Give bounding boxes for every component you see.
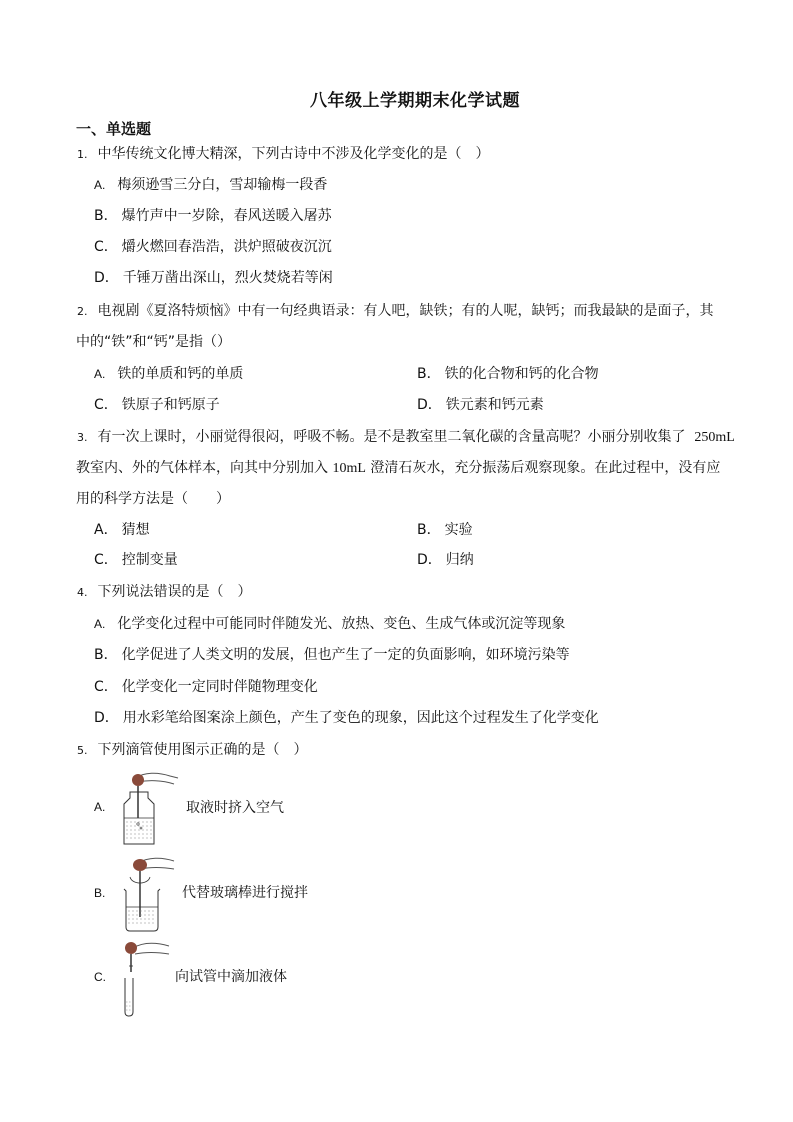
q2-option-d[interactable] [417, 395, 544, 415]
question-number: 1. [77, 148, 88, 161]
page-title: 八年级上学期期末化学试题 [310, 91, 520, 111]
question-3-line-3: 用的科学方法是（ ） [76, 491, 230, 507]
option-label: B． [417, 522, 441, 538]
dropper-test-tube-icon [115, 938, 171, 1018]
q3-option-b[interactable] [417, 520, 473, 540]
volume-value: 10mL [332, 461, 366, 476]
question-stem: 中华传统文化博大精深，下列古诗中不涉及化学变化的是（ ） [97, 146, 490, 162]
option-label: D． [417, 552, 442, 568]
option-text: 实验 [444, 522, 473, 538]
option-text: 猜想 [121, 522, 150, 538]
q5-option-a-text: 取液时挤入空气 [186, 800, 284, 816]
option-text: 控制变量 [121, 552, 178, 568]
q1-option-c[interactable] [94, 237, 332, 257]
q2-option-b[interactable] [417, 364, 599, 384]
question-2 [77, 301, 714, 322]
q5-option-c-label[interactable]: C. [94, 970, 106, 984]
q3-option-c[interactable] [94, 550, 178, 570]
option-label: A． [94, 522, 118, 538]
q5-option-c-text: 向试管中滴加液体 [175, 969, 287, 985]
option-label: B． [94, 208, 118, 224]
dropper-squeeze-air-icon [118, 768, 180, 846]
volume-value: 250mL [694, 430, 735, 445]
dropper-stir-beaker-icon [118, 855, 178, 933]
option-label: D． [94, 710, 119, 726]
option-label: B． [417, 366, 441, 382]
option-label: D． [94, 270, 119, 286]
option-label: B． [94, 647, 118, 663]
option-text: 爆竹声中一岁除，春风送暖入屠苏 [121, 208, 332, 224]
q1-option-a[interactable] [94, 175, 327, 195]
q5-option-b-label[interactable]: B. [94, 886, 106, 900]
option-text: 千锤万凿出深山，烈火焚烧若等闲 [122, 270, 333, 286]
q4-option-c[interactable] [94, 677, 318, 697]
question-stem: 有一次上课时，小丽觉得很闷，呼吸不畅。是不是教室里二氧化碳的含量高呢？小丽分别收集了 [97, 429, 686, 445]
question-stem: 下列滴管使用图示正确的是（ ） [97, 742, 308, 758]
option-text: 爝火燃回春浩浩，洪炉照破夜沉沉 [121, 239, 332, 255]
option-label: D． [417, 397, 442, 413]
option-label: A. [94, 617, 106, 631]
q4-option-b[interactable] [94, 645, 570, 665]
section-heading: 一、单选题 [76, 120, 152, 138]
option-text: 铁元素和钙元素 [445, 397, 544, 413]
q4-option-a[interactable] [94, 614, 565, 634]
option-text: 用水彩笔给图案涂上颜色，产生了变色的现象，因此这个过程发生了化学变化 [122, 710, 599, 726]
option-text: 归纳 [445, 552, 474, 568]
question-number: 3. [77, 431, 88, 444]
option-label: C． [94, 239, 118, 255]
q3-option-d[interactable] [417, 550, 474, 570]
option-text: 铁原子和钙原子 [121, 397, 220, 413]
question-3-line-2 [76, 458, 720, 479]
option-label: C． [94, 397, 118, 413]
q3-option-a[interactable] [94, 520, 150, 540]
option-label: C． [94, 552, 118, 568]
option-text: 铁的单质和钙的单质 [117, 366, 244, 382]
question-3 [77, 427, 735, 448]
stem-text: 澄清石灰水，充分振荡后观察现象。在此过程中，没有应 [370, 460, 721, 476]
option-text: 铁的化合物和钙的化合物 [444, 366, 599, 382]
question-2-line-2: 中的“铁”和“钙”是指（） [76, 334, 232, 350]
question-number: 2. [77, 305, 88, 318]
q5-option-a-label[interactable]: A. [94, 800, 106, 814]
option-label: A. [94, 367, 106, 381]
option-label: C． [94, 679, 118, 695]
stem-text: 教室内、外的气体样本，向其中分别加入 [76, 460, 328, 476]
q1-option-b[interactable] [94, 206, 332, 226]
option-text: 化学变化过程中可能同时伴随发光、放热、变色、生成气体或沉淀等现象 [117, 616, 566, 632]
question-4 [77, 582, 252, 603]
option-text: 化学促进了人类文明的发展，但也产生了一定的负面影响，如环境污染等 [121, 647, 570, 663]
question-stem: 电视剧《夏洛特烦恼》中有一句经典语录：有人吧，缺铁；有的人呢，缺钙；而我最缺的是面子，其 [97, 303, 714, 319]
question-5 [77, 740, 308, 761]
question-stem: 下列说法错误的是（ ） [97, 584, 252, 600]
q5-option-b-text: 代替玻璃棒进行搅拌 [182, 885, 308, 901]
q1-option-d[interactable] [94, 268, 333, 288]
option-label: A. [94, 178, 106, 192]
q4-option-d[interactable] [94, 708, 599, 728]
question-number: 4. [77, 586, 88, 599]
q2-option-c[interactable] [94, 395, 220, 415]
option-text: 梅须逊雪三分白，雪却输梅一段香 [117, 177, 328, 193]
question-number: 5. [77, 744, 88, 757]
question-1 [77, 144, 490, 165]
option-text: 化学变化一定同时伴随物理变化 [121, 679, 318, 695]
q2-option-a[interactable] [94, 364, 243, 384]
